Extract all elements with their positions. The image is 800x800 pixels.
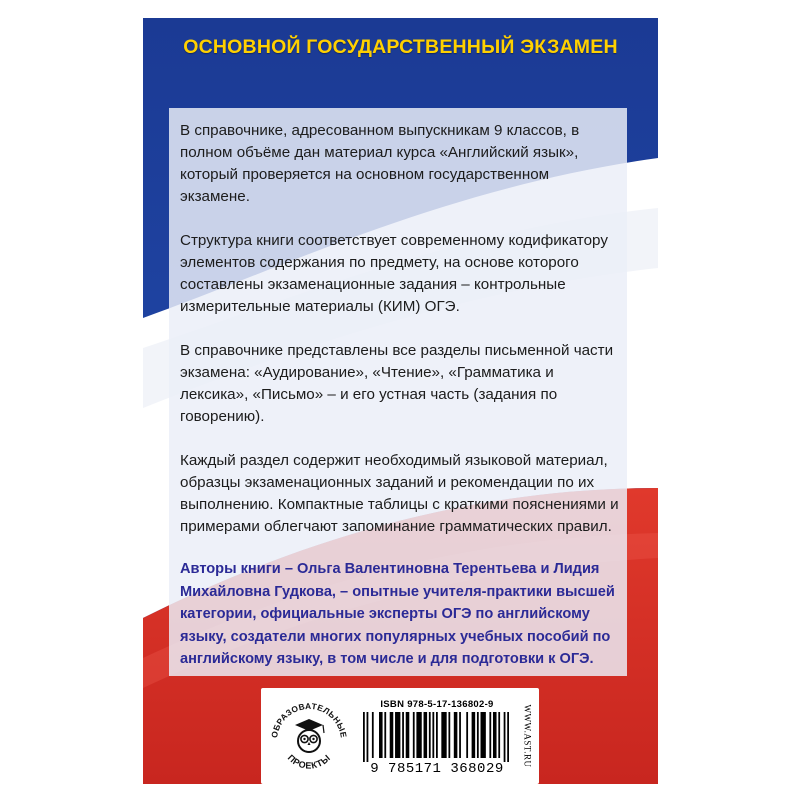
barcode-bar [472, 712, 476, 758]
barcode-bar [466, 712, 468, 758]
barcode-bar [384, 712, 386, 758]
barcode-bar [379, 712, 383, 758]
logo-bottom-text: ПРОЕКТЫ [285, 752, 333, 771]
description-text [180, 120, 620, 693]
book-back-cover [143, 18, 658, 784]
owl-graduate-icon [295, 719, 324, 752]
barcode-bar [507, 712, 509, 762]
barcode-bar [424, 712, 428, 758]
barcode-bar [477, 712, 479, 758]
barcode-bar [441, 712, 446, 758]
barcode-bar [432, 712, 434, 758]
paragraph-sections: В справочнике представлены все разделы письменной части экзамена: «Аудирование», «Чтение», «Грамматика и лексика», «Письмо» – и его устная часть (задания по говорению). [180, 342, 614, 425]
barcode-bar [363, 712, 365, 762]
barcode-bar [402, 712, 404, 758]
barcode-block [357, 688, 517, 784]
barcode-number: 9 785171 368029 [370, 761, 504, 777]
barcode-bar [390, 712, 394, 758]
website-vertical [517, 692, 537, 780]
barcode-bar [395, 712, 400, 758]
barcode-bar [498, 712, 500, 758]
barcode-bar [504, 712, 506, 762]
barcode-bar [454, 712, 458, 758]
barcode-bar [416, 712, 421, 758]
barcode-bar [459, 712, 461, 758]
barcode-bar [367, 712, 369, 762]
publisher-logo [263, 691, 355, 783]
barcode-bar [429, 712, 431, 758]
barcode-bar [406, 712, 410, 758]
barcode-bar [481, 712, 486, 758]
barcode-bar [413, 712, 415, 758]
barcode [361, 712, 511, 762]
logo-top-text: ОБРАЗОВАТЕЛЬНЫЕ [269, 700, 349, 739]
paragraph-content: Каждый раздел содержит необходимый языковой материал, образцы экзаменационных заданий и рекомендации по их выполнению. Компактные таблицы с краткими пояснениями и примерами облегчают запоминание грамматических правил. [180, 452, 619, 535]
barcode-bar [436, 712, 438, 758]
barcode-bar [372, 712, 374, 758]
exam-title: ОСНОВНОЙ ГОСУДАРСТВЕННЫЙ ЭКЗАМЕН [183, 35, 618, 58]
isbn-label: ISBN 978-5-17-136802-9 [380, 699, 494, 710]
publisher-info-box [261, 688, 539, 784]
barcode-bar [489, 712, 491, 758]
website-url: WWW.AST.RU [522, 704, 532, 768]
barcode-bar [448, 712, 450, 758]
paragraph-authors: Авторы книги – Ольга Валентиновна Терентьева и Лидия Михайловна Гудкова, – опытные учителя-практики высшей категории, официальные эксперты ОГЭ по английскому языку, создатели многих популярных учебных пособий по английскому языку, в том числе и для подготовки к ОГЭ. [180, 561, 615, 667]
barcode-bar [493, 712, 497, 758]
paragraph-structure: Структура книги соответствует современному кодификатору элементов содержания по предмету, на основе которого составлены экзаменационные задания – контрольные измерительные материалы (КИМ) ОГЭ. [180, 232, 608, 315]
paragraph-intro: В справочнике, адресованном выпускникам 9 классов, в полном объёме дан материал курса «Английский язык», который проверяется на основном государственном экзамене. [180, 122, 580, 205]
header-banner [143, 18, 658, 76]
description-panel [169, 108, 627, 676]
